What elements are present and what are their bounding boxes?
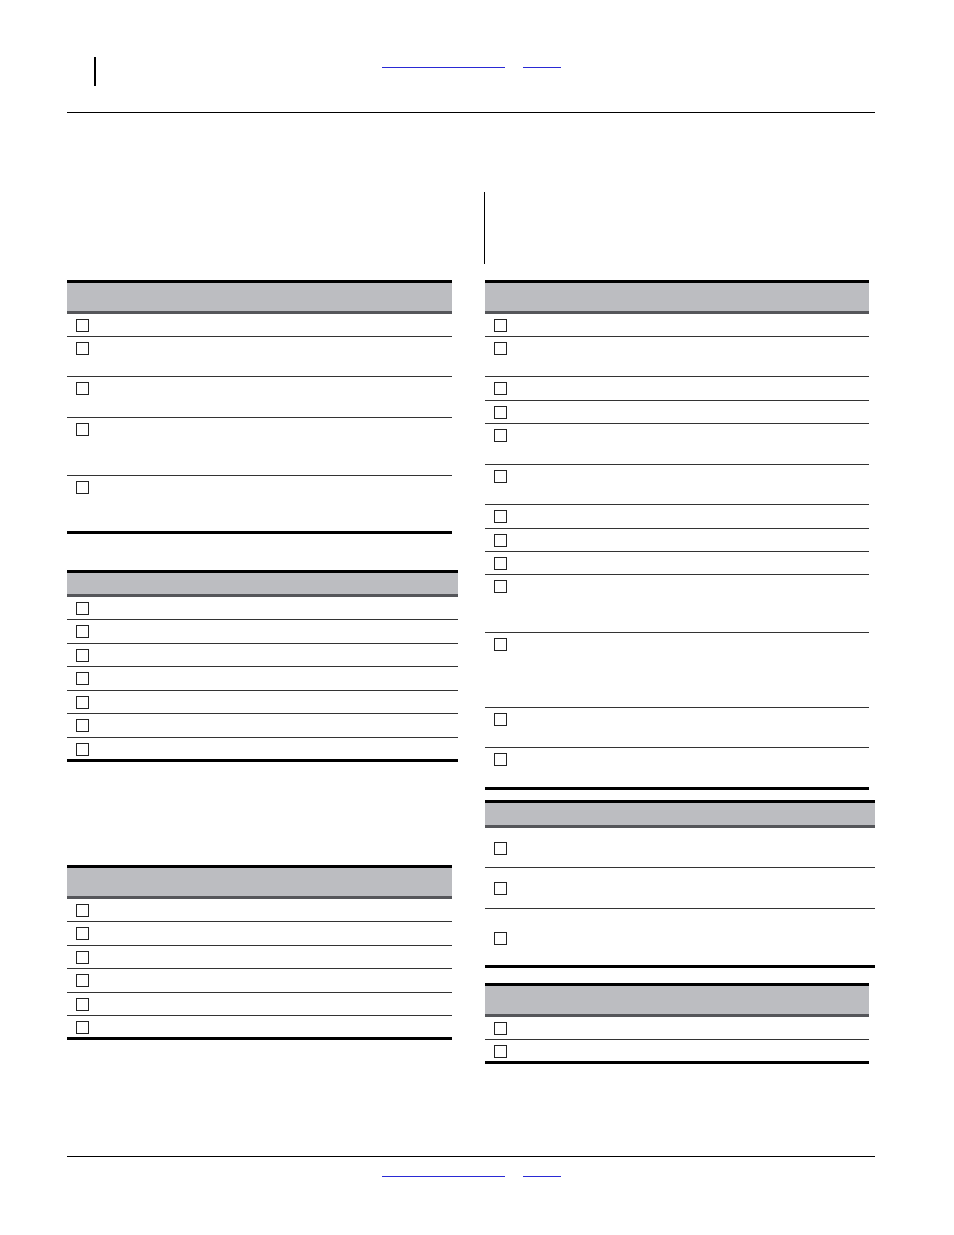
- checklist-row: [485, 465, 869, 505]
- checkbox[interactable]: [76, 649, 89, 662]
- checklist-table-d: [485, 280, 869, 790]
- checkbox[interactable]: [76, 481, 89, 494]
- table-header: [485, 280, 869, 314]
- checklist-row: [67, 418, 452, 476]
- checklist-table-f: [485, 983, 869, 1064]
- checkbox[interactable]: [494, 713, 507, 726]
- checklist-row: [67, 738, 458, 762]
- checkbox[interactable]: [76, 927, 89, 940]
- checklist-row: [485, 708, 869, 748]
- checkbox[interactable]: [76, 672, 89, 685]
- checklist-row: [485, 337, 869, 377]
- checklist-row: [485, 552, 869, 575]
- checklist-row: [67, 644, 458, 667]
- checklist-row: [67, 597, 458, 620]
- footer-link-right[interactable]: [523, 1176, 561, 1177]
- checklist-row: [67, 337, 452, 377]
- checklist-row: [67, 922, 452, 946]
- checkbox[interactable]: [76, 951, 89, 964]
- table-header: [67, 865, 452, 899]
- header-link-right[interactable]: [523, 67, 561, 68]
- checkbox[interactable]: [494, 1022, 507, 1035]
- checkbox[interactable]: [76, 696, 89, 709]
- checklist-row: [67, 691, 458, 714]
- checklist-row: [485, 377, 869, 401]
- checklist-table-b: [67, 570, 458, 762]
- checklist-row: [67, 714, 458, 738]
- checklist-row: [67, 899, 452, 922]
- checklist-row: [67, 620, 458, 644]
- checklist-row: [67, 946, 452, 969]
- checkbox[interactable]: [494, 319, 507, 332]
- checkbox[interactable]: [76, 1021, 89, 1034]
- checkbox[interactable]: [76, 625, 89, 638]
- checklist-row: [485, 748, 869, 790]
- checkbox[interactable]: [76, 319, 89, 332]
- checklist-row: [485, 909, 875, 968]
- checklist-table-c: [67, 865, 452, 1040]
- checklist-row: [485, 314, 869, 337]
- checkbox[interactable]: [76, 904, 89, 917]
- checklist-row: [485, 575, 869, 633]
- checkbox[interactable]: [494, 382, 507, 395]
- checkbox[interactable]: [494, 932, 507, 945]
- checkbox[interactable]: [494, 638, 507, 651]
- checkbox[interactable]: [494, 1045, 507, 1058]
- checklist-table-a: [67, 280, 452, 534]
- checklist-row: [485, 401, 869, 424]
- checklist-row: [67, 993, 452, 1016]
- checklist-row: [485, 1017, 869, 1040]
- checklist-row: [67, 314, 452, 337]
- checkbox[interactable]: [494, 429, 507, 442]
- header-link-left[interactable]: [382, 67, 505, 68]
- footer-link-left[interactable]: [382, 1176, 505, 1177]
- checkbox[interactable]: [76, 382, 89, 395]
- checklist-row: [485, 868, 875, 909]
- checkbox[interactable]: [494, 406, 507, 419]
- checkbox[interactable]: [494, 557, 507, 570]
- checkbox[interactable]: [76, 974, 89, 987]
- header-rule: [67, 112, 875, 113]
- checklist-row: [67, 377, 452, 418]
- checkbox[interactable]: [494, 842, 507, 855]
- checklist-row: [67, 667, 458, 691]
- checkbox[interactable]: [494, 753, 507, 766]
- table-header: [485, 800, 875, 828]
- checkbox[interactable]: [76, 602, 89, 615]
- checkbox[interactable]: [494, 510, 507, 523]
- checkbox[interactable]: [76, 998, 89, 1011]
- checkbox[interactable]: [76, 342, 89, 355]
- checkbox[interactable]: [76, 719, 89, 732]
- checkbox[interactable]: [76, 743, 89, 756]
- checklist-row: [67, 1016, 452, 1040]
- checklist-row: [485, 828, 875, 868]
- checklist-table-e: [485, 800, 875, 968]
- column-divider: [484, 192, 485, 264]
- checkbox[interactable]: [494, 534, 507, 547]
- table-header: [67, 570, 458, 597]
- header-side-bar: [94, 57, 96, 86]
- checklist-row: [67, 476, 452, 534]
- checklist-row: [485, 529, 869, 552]
- checklist-row: [485, 633, 869, 708]
- checkbox[interactable]: [494, 470, 507, 483]
- checkbox[interactable]: [494, 882, 507, 895]
- checklist-row: [485, 505, 869, 529]
- table-header: [485, 983, 869, 1017]
- checklist-row: [485, 1040, 869, 1064]
- checkbox[interactable]: [76, 423, 89, 436]
- checklist-row: [485, 424, 869, 465]
- checklist-row: [67, 969, 452, 993]
- checkbox[interactable]: [494, 580, 507, 593]
- table-header: [67, 280, 452, 314]
- footer-rule: [67, 1156, 875, 1157]
- checkbox[interactable]: [494, 342, 507, 355]
